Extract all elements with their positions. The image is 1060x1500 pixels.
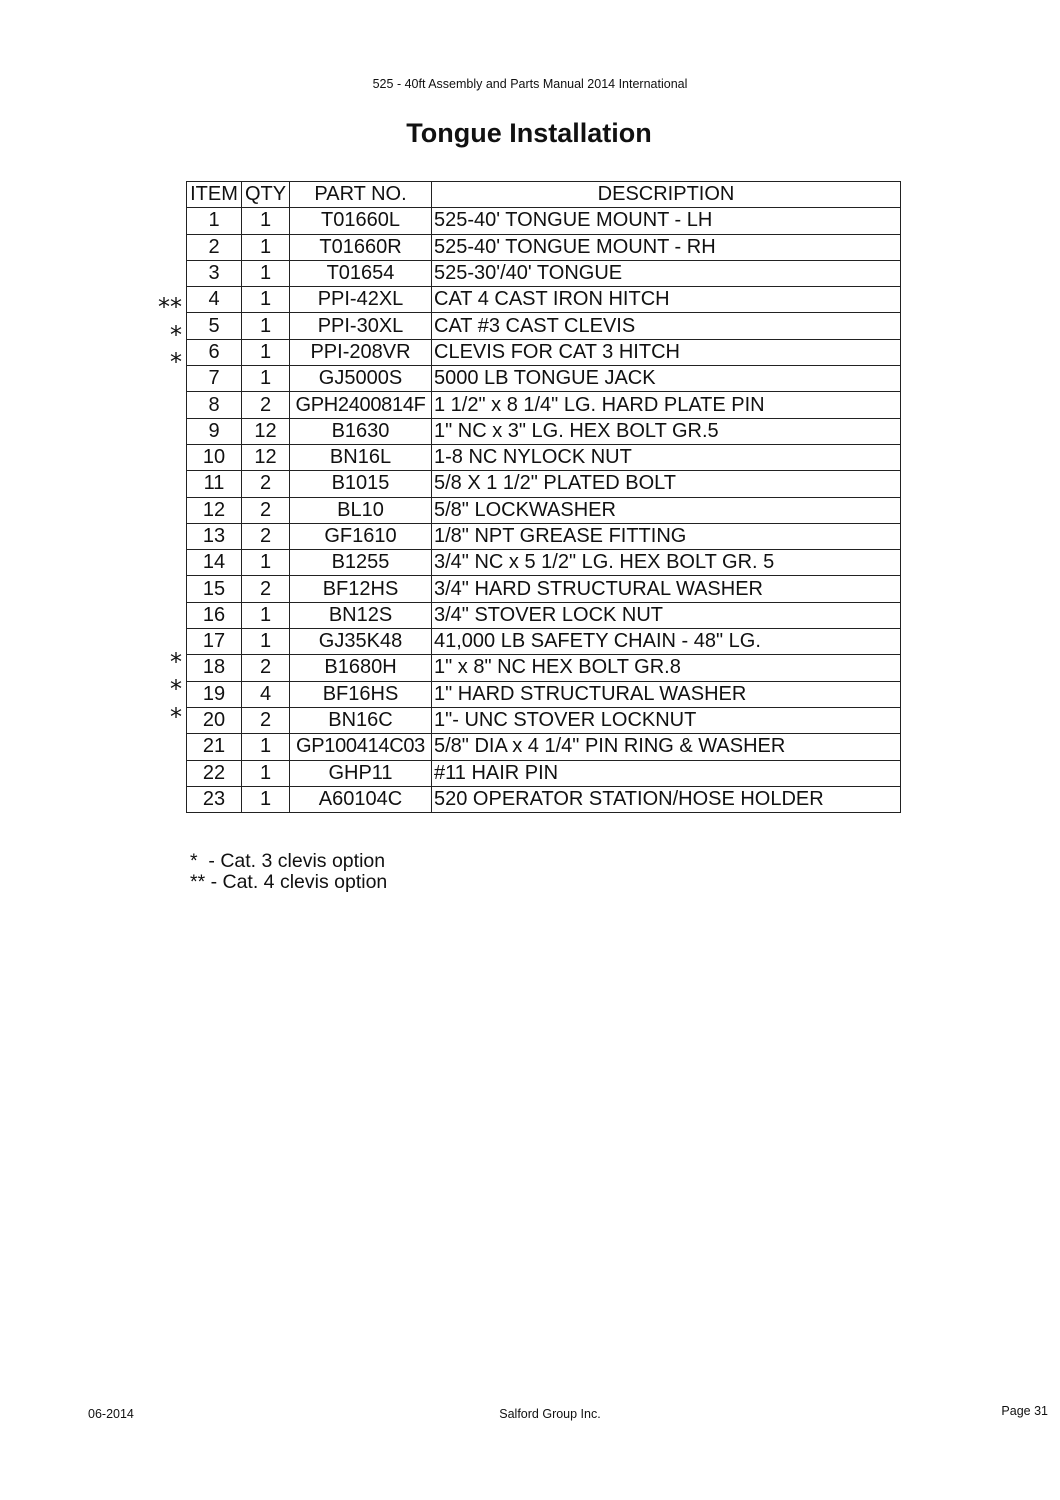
cell-item: 23 xyxy=(187,786,242,812)
footer-page-number: Page 31 xyxy=(1001,1404,1048,1418)
cell-qty: 1 xyxy=(242,734,290,760)
cell-item: 15 xyxy=(187,576,242,602)
table-row xyxy=(187,418,901,444)
cell-item: 12 xyxy=(187,497,242,523)
cell-part-no: B1630 xyxy=(290,418,432,444)
cell-item: 20 xyxy=(187,707,242,733)
cell-qty: 2 xyxy=(242,471,290,497)
cell-part-no: GPH2400814F xyxy=(290,392,432,418)
option-marker: * xyxy=(170,675,182,704)
table-row xyxy=(187,260,901,286)
cell-description: CAT 4 CAST IRON HITCH xyxy=(432,287,901,313)
cell-qty: 2 xyxy=(242,655,290,681)
footer-company: Salford Group Inc. xyxy=(499,1407,601,1421)
cell-item: 21 xyxy=(187,734,242,760)
table-row xyxy=(187,313,901,339)
cell-description: CLEVIS FOR CAT 3 HITCH xyxy=(432,339,901,365)
cell-description: 1" x 8" NC HEX BOLT GR.8 xyxy=(432,655,901,681)
cell-description: 5/8" LOCKWASHER xyxy=(432,497,901,523)
table-row xyxy=(187,497,901,523)
cell-qty: 4 xyxy=(242,681,290,707)
parts-table-body xyxy=(187,208,901,813)
cell-part-no: T01654 xyxy=(290,260,432,286)
table-row xyxy=(187,287,901,313)
cell-item: 5 xyxy=(187,313,242,339)
cell-item: 13 xyxy=(187,523,242,549)
cell-part-no: BN16C xyxy=(290,707,432,733)
table-row xyxy=(187,550,901,576)
table-row xyxy=(187,208,901,234)
table-row xyxy=(187,471,901,497)
cell-description: 1/8" NPT GREASE FITTING xyxy=(432,523,901,549)
table-row xyxy=(187,392,901,418)
cell-qty: 2 xyxy=(242,707,290,733)
cell-part-no: BL10 xyxy=(290,497,432,523)
cell-qty: 1 xyxy=(242,234,290,260)
cell-description: 41,000 LB SAFETY CHAIN - 48" LG. xyxy=(432,629,901,655)
cell-description: 1-8 NC NYLOCK NUT xyxy=(432,444,901,470)
cell-part-no: PPI-208VR xyxy=(290,339,432,365)
cell-part-no: T01660R xyxy=(290,234,432,260)
cell-description: 1" NC x 3" LG. HEX BOLT GR.5 xyxy=(432,418,901,444)
option-marker: * xyxy=(170,347,182,376)
cell-item: 8 xyxy=(187,392,242,418)
cell-part-no: T01660L xyxy=(290,208,432,234)
notes xyxy=(190,851,387,893)
cell-part-no: B1255 xyxy=(290,550,432,576)
cell-part-no: PPI-30XL xyxy=(290,313,432,339)
cell-item: 9 xyxy=(187,418,242,444)
cell-item: 11 xyxy=(187,471,242,497)
cell-description: 3/4" HARD STRUCTURAL WASHER xyxy=(432,576,901,602)
table-header-row xyxy=(187,182,901,208)
cell-description: 1"- UNC STOVER LOCKNUT xyxy=(432,707,901,733)
cell-part-no: BN16L xyxy=(290,444,432,470)
cell-description: 1" HARD STRUCTURAL WASHER xyxy=(432,681,901,707)
footer-date: 06-2014 xyxy=(88,1407,134,1421)
cell-qty: 1 xyxy=(242,760,290,786)
cell-description: 3/4" STOVER LOCK NUT xyxy=(432,602,901,628)
cell-qty: 2 xyxy=(242,392,290,418)
cell-item: 18 xyxy=(187,655,242,681)
note-cat3: * - Cat. 3 clevis option xyxy=(190,850,386,872)
page-title: Tongue Installation xyxy=(406,118,652,148)
cell-item: 14 xyxy=(187,550,242,576)
header-qty: QTY xyxy=(242,182,290,208)
header-part-no: PART NO. xyxy=(290,182,432,208)
cell-item: 1 xyxy=(187,208,242,234)
cell-item: 4 xyxy=(187,287,242,313)
cell-part-no: BN12S xyxy=(290,602,432,628)
cell-part-no: B1015 xyxy=(290,471,432,497)
cell-qty: 1 xyxy=(242,786,290,812)
cell-item: 17 xyxy=(187,629,242,655)
cell-part-no: PPI-42XL xyxy=(290,287,432,313)
table-row xyxy=(187,576,901,602)
cell-description: 525-40' TONGUE MOUNT - LH xyxy=(432,208,901,234)
table-row xyxy=(187,602,901,628)
cell-part-no: GHP11 xyxy=(290,760,432,786)
cell-item: 2 xyxy=(187,234,242,260)
cell-qty: 1 xyxy=(242,629,290,655)
cell-description: 5/8 X 1 1/2" PLATED BOLT xyxy=(432,471,901,497)
cell-qty: 2 xyxy=(242,576,290,602)
cell-qty: 1 xyxy=(242,208,290,234)
cell-description: 5000 LB TONGUE JACK xyxy=(432,366,901,392)
table-row xyxy=(187,366,901,392)
option-marker: ** xyxy=(158,293,182,322)
cell-part-no: BF12HS xyxy=(290,576,432,602)
cell-qty: 12 xyxy=(242,418,290,444)
note-cat4: ** - Cat. 4 clevis option xyxy=(190,871,388,893)
cell-part-no: B1680H xyxy=(290,655,432,681)
cell-item: 3 xyxy=(187,260,242,286)
cell-item: 22 xyxy=(187,760,242,786)
cell-qty: 1 xyxy=(242,287,290,313)
cell-description: CAT #3 CAST CLEVIS xyxy=(432,313,901,339)
cell-qty: 1 xyxy=(242,339,290,365)
cell-description: 3/4" NC x 5 1/2" LG. HEX BOLT GR. 5 xyxy=(432,550,901,576)
cell-qty: 1 xyxy=(242,602,290,628)
cell-part-no: A60104C xyxy=(290,786,432,812)
cell-item: 16 xyxy=(187,602,242,628)
parts-table xyxy=(186,181,901,813)
cell-part-no: GJ35K48 xyxy=(290,629,432,655)
header-description: DESCRIPTION xyxy=(432,182,901,208)
cell-description: #11 HAIR PIN xyxy=(432,760,901,786)
option-marker: * xyxy=(170,702,182,731)
cell-description: 5/8" DIA x 4 1/4" PIN RING & WASHER xyxy=(432,734,901,760)
option-marker: * xyxy=(170,320,182,349)
cell-part-no: BF16HS xyxy=(290,681,432,707)
table-row xyxy=(187,655,901,681)
table-row xyxy=(187,786,901,812)
cell-item: 7 xyxy=(187,366,242,392)
option-marker: * xyxy=(170,648,182,677)
cell-description: 525-40' TONGUE MOUNT - RH xyxy=(432,234,901,260)
cell-qty: 1 xyxy=(242,313,290,339)
header-item: ITEM xyxy=(187,182,242,208)
table-row xyxy=(187,339,901,365)
cell-qty: 1 xyxy=(242,260,290,286)
cell-qty: 1 xyxy=(242,550,290,576)
table-row xyxy=(187,681,901,707)
cell-qty: 12 xyxy=(242,444,290,470)
cell-qty: 2 xyxy=(242,523,290,549)
cell-description: 520 OPERATOR STATION/HOSE HOLDER xyxy=(432,786,901,812)
cell-qty: 1 xyxy=(242,366,290,392)
cell-item: 6 xyxy=(187,339,242,365)
table-row xyxy=(187,629,901,655)
running-header: 525 - 40ft Assembly and Parts Manual 2014 International xyxy=(372,77,688,91)
cell-part-no: GP100414C03 xyxy=(290,734,432,760)
table-row xyxy=(187,734,901,760)
table-row xyxy=(187,444,901,470)
cell-description: 525-30'/40' TONGUE xyxy=(432,260,901,286)
table-row xyxy=(187,760,901,786)
cell-qty: 2 xyxy=(242,497,290,523)
cell-part-no: GF1610 xyxy=(290,523,432,549)
table-row xyxy=(187,234,901,260)
cell-part-no: GJ5000S xyxy=(290,366,432,392)
table-row xyxy=(187,523,901,549)
cell-item: 19 xyxy=(187,681,242,707)
cell-item: 10 xyxy=(187,444,242,470)
cell-description: 1 1/2" x 8 1/4" LG. HARD PLATE PIN xyxy=(432,392,901,418)
table-row xyxy=(187,707,901,733)
